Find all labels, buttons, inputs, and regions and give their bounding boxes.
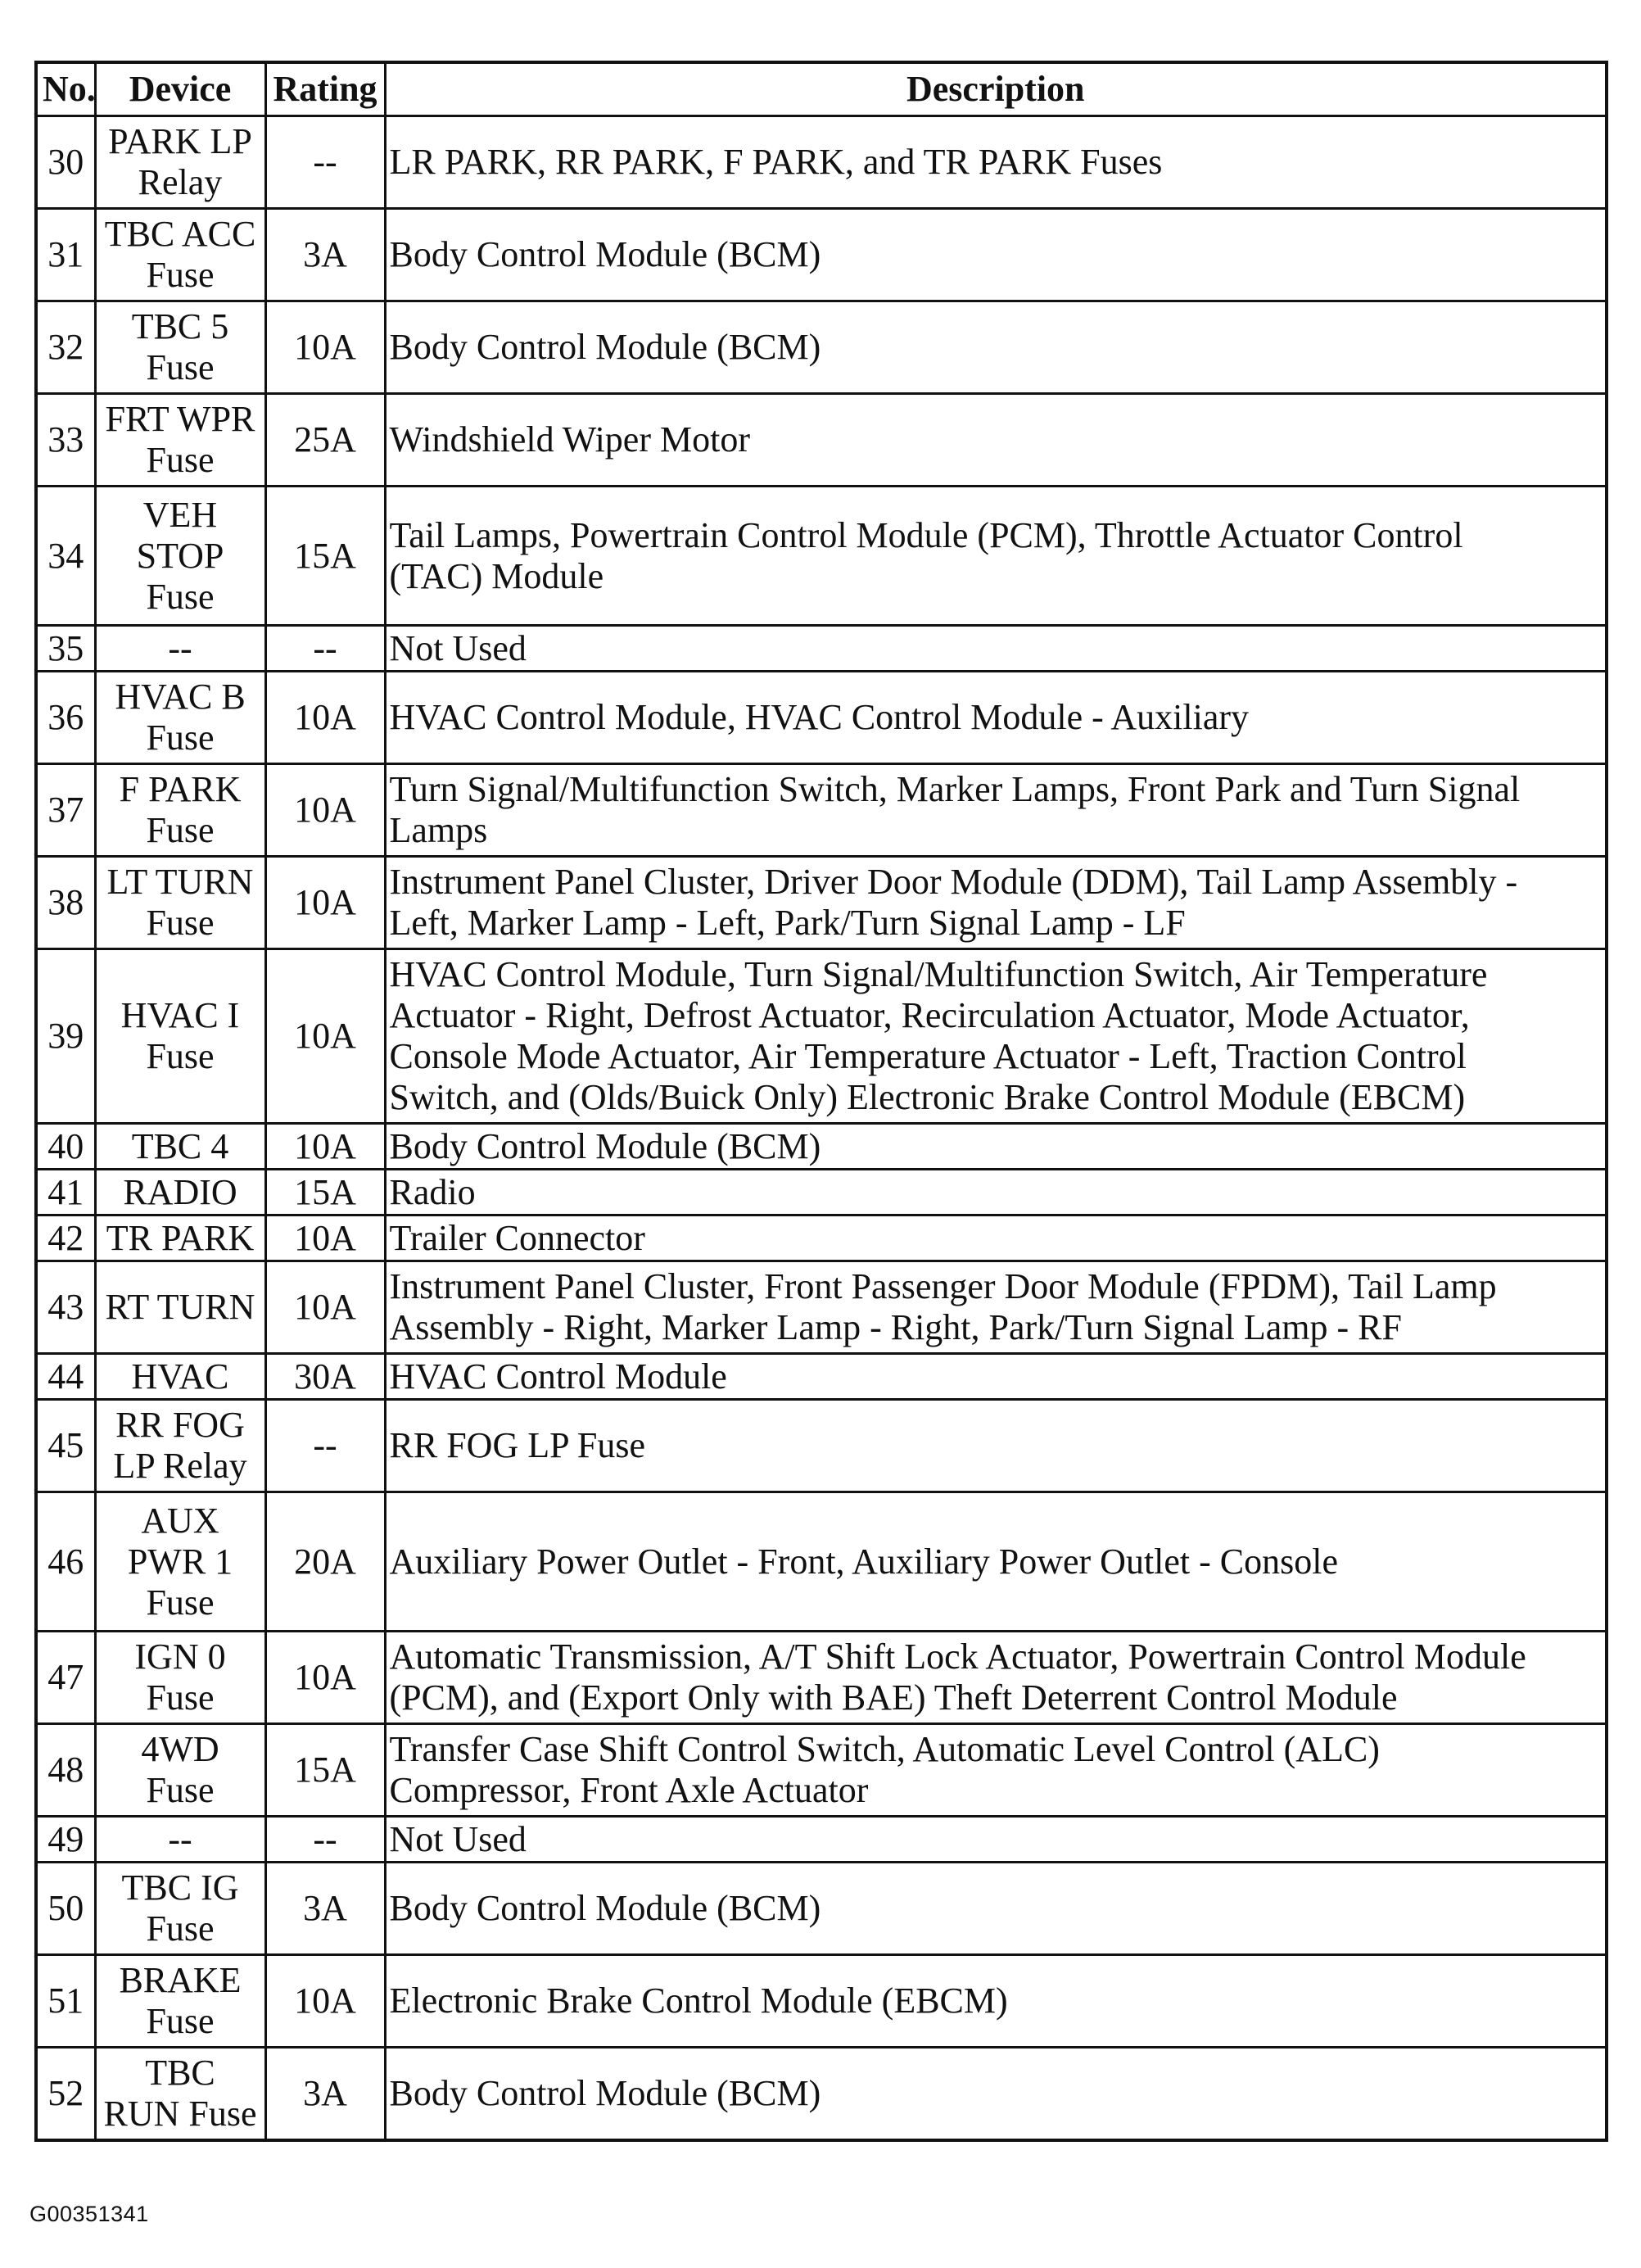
fuse-number: 36: [36, 672, 95, 764]
fuse-description: Auxiliary Power Outlet - Front, Auxiliary Power Outlet - Console: [385, 1492, 1607, 1632]
fuse-rating: 30A: [265, 1354, 385, 1400]
device-name: TBC ACC Fuse: [95, 209, 265, 301]
fuse-number: 50: [36, 1863, 95, 1955]
fuse-description: Body Control Module (BCM): [385, 1124, 1607, 1170]
table-row: [36, 1354, 1607, 1400]
fuse-description: Transfer Case Shift Control Switch, Automatic Level Control (ALC) Compressor, Front Axle Actuator: [385, 1724, 1607, 1817]
fuse-description: Windshield Wiper Motor: [385, 394, 1607, 487]
table-row: [36, 1261, 1607, 1354]
fuse-number: 35: [36, 626, 95, 672]
device-name: HVAC: [95, 1354, 265, 1400]
fuse-number: 52: [36, 2048, 95, 2140]
fuse-description: Body Control Module (BCM): [385, 209, 1607, 301]
device-name: RR FOG LP Relay: [95, 1400, 265, 1492]
device-name: TBC RUN Fuse: [95, 2048, 265, 2140]
table-row: [36, 301, 1607, 394]
device-name: LT TURN Fuse: [95, 857, 265, 949]
table-row: [36, 764, 1607, 857]
fuse-description: HVAC Control Module: [385, 1354, 1607, 1400]
fuse-description: Instrument Panel Cluster, Front Passenger Door Module (FPDM), Tail Lamp Assembly - Right, Marker Lamp - Right, Park/Turn Signal Lamp - RF: [385, 1261, 1607, 1354]
device-name: AUX PWR 1 Fuse: [95, 1492, 265, 1632]
fuse-rating: 3A: [265, 209, 385, 301]
fuse-rating: 10A: [265, 672, 385, 764]
device-name: F PARK Fuse: [95, 764, 265, 857]
fuse-rating: 10A: [265, 857, 385, 949]
table-row: [36, 1724, 1607, 1817]
fuse-rating: 3A: [265, 1863, 385, 1955]
table-row: [36, 626, 1607, 672]
fuse-number: 51: [36, 1955, 95, 2048]
table-row: [36, 857, 1607, 949]
fuse-number: 31: [36, 209, 95, 301]
header-row: [36, 62, 1607, 116]
fuse-description: Body Control Module (BCM): [385, 2048, 1607, 2140]
fuse-rating: 15A: [265, 487, 385, 626]
fuse-description: Body Control Module (BCM): [385, 301, 1607, 394]
device-name: PARK LP Relay: [95, 116, 265, 209]
table-row: [36, 949, 1607, 1124]
fuse-description: Tail Lamps, Powertrain Control Module (PCM), Throttle Actuator Control (TAC) Module: [385, 487, 1607, 626]
device-name: TBC 5 Fuse: [95, 301, 265, 394]
device-name: BRAKE Fuse: [95, 1955, 265, 2048]
fuse-number: 44: [36, 1354, 95, 1400]
fuse-rating: 10A: [265, 764, 385, 857]
fuse-number: 45: [36, 1400, 95, 1492]
fuse-number: 40: [36, 1124, 95, 1170]
fuse-description: Not Used: [385, 626, 1607, 672]
fuse-number: 48: [36, 1724, 95, 1817]
fuse-description: Body Control Module (BCM): [385, 1863, 1607, 1955]
device-name: TR PARK: [95, 1215, 265, 1261]
fuse-number: 41: [36, 1170, 95, 1215]
figure-code: G00351341: [29, 2202, 149, 2226]
fuse-rating: 20A: [265, 1492, 385, 1632]
table-row: [36, 1215, 1607, 1261]
fuse-number: 43: [36, 1261, 95, 1354]
device-name: HVAC I Fuse: [95, 949, 265, 1124]
fuse-description: Not Used: [385, 1817, 1607, 1863]
device-name: IGN 0 Fuse: [95, 1632, 265, 1724]
fuse-number: 47: [36, 1632, 95, 1724]
table-row: [36, 1124, 1607, 1170]
table-row: [36, 1400, 1607, 1492]
device-name: VEH STOP Fuse: [95, 487, 265, 626]
fuse-rating: 15A: [265, 1724, 385, 1817]
device-name: RT TURN: [95, 1261, 265, 1354]
table-row: [36, 209, 1607, 301]
table-row: [36, 394, 1607, 487]
table-row: [36, 1817, 1607, 1863]
table-row: [36, 1863, 1607, 1955]
fuse-number: 34: [36, 487, 95, 626]
table-row: [36, 1632, 1607, 1724]
fuse-description: Radio: [385, 1170, 1607, 1215]
fuse-description: RR FOG LP Fuse: [385, 1400, 1607, 1492]
fuse-table: [34, 61, 1608, 2142]
table-row: [36, 116, 1607, 209]
fuse-description: Instrument Panel Cluster, Driver Door Module (DDM), Tail Lamp Assembly - Left, Marker Lamp - Left, Park/Turn Signal Lamp - LF: [385, 857, 1607, 949]
table-row: [36, 2048, 1607, 2140]
fuse-rating: 3A: [265, 2048, 385, 2140]
fuse-description: LR PARK, RR PARK, F PARK, and TR PARK Fuses: [385, 116, 1607, 209]
fuse-rating: 25A: [265, 394, 385, 487]
fuse-table-body: [36, 116, 1607, 2140]
fuse-rating: --: [265, 626, 385, 672]
table-row: [36, 1955, 1607, 2048]
fuse-number: 37: [36, 764, 95, 857]
fuse-rating: 10A: [265, 949, 385, 1124]
device-name: --: [95, 626, 265, 672]
device-name: --: [95, 1817, 265, 1863]
header-description: Description: [385, 62, 1607, 116]
device-name: TBC IG Fuse: [95, 1863, 265, 1955]
table-row: [36, 487, 1607, 626]
device-name: HVAC B Fuse: [95, 672, 265, 764]
fuse-rating: 10A: [265, 1124, 385, 1170]
table-row: [36, 672, 1607, 764]
fuse-number: 42: [36, 1215, 95, 1261]
fuse-description: Trailer Connector: [385, 1215, 1607, 1261]
fuse-rating: 10A: [265, 1215, 385, 1261]
fuse-description: Automatic Transmission, A/T Shift Lock Actuator, Powertrain Control Module (PCM), and (Export Only with BAE) Theft Deterrent Control Module: [385, 1632, 1607, 1724]
fuse-number: 46: [36, 1492, 95, 1632]
fuse-rating: 10A: [265, 301, 385, 394]
fuse-rating: --: [265, 1400, 385, 1492]
fuse-description: Electronic Brake Control Module (EBCM): [385, 1955, 1607, 2048]
fuse-number: 39: [36, 949, 95, 1124]
device-name: TBC 4: [95, 1124, 265, 1170]
fuse-rating: --: [265, 1817, 385, 1863]
fuse-rating: --: [265, 116, 385, 209]
fuse-rating: 10A: [265, 1261, 385, 1354]
device-name: RADIO: [95, 1170, 265, 1215]
header-no: No.: [36, 62, 95, 116]
fuse-description: Turn Signal/Multifunction Switch, Marker Lamps, Front Park and Turn Signal Lamps: [385, 764, 1607, 857]
header-device: Device: [95, 62, 265, 116]
device-name: FRT WPR Fuse: [95, 394, 265, 487]
device-name: 4WD Fuse: [95, 1724, 265, 1817]
fuse-number: 33: [36, 394, 95, 487]
table-row: [36, 1492, 1607, 1632]
fuse-number: 38: [36, 857, 95, 949]
fuse-rating: 10A: [265, 1955, 385, 2048]
fuse-description: HVAC Control Module, Turn Signal/Multifunction Switch, Air Temperature Actuator - Right, Defrost Actuator, Recirculation Actuator, Mode Actuator, Console Mode Actuator, Air Temperature Actuator - Left, Traction Control Switch, and (Olds/Buick Only) Electronic Brake Control Module (EBCM): [385, 949, 1607, 1124]
fuse-rating: 15A: [265, 1170, 385, 1215]
fuse-number: 49: [36, 1817, 95, 1863]
fuse-rating: 10A: [265, 1632, 385, 1724]
fuse-number: 32: [36, 301, 95, 394]
table-row: [36, 1170, 1607, 1215]
fuse-description: HVAC Control Module, HVAC Control Module - Auxiliary: [385, 672, 1607, 764]
header-rating: Rating: [265, 62, 385, 116]
fuse-number: 30: [36, 116, 95, 209]
